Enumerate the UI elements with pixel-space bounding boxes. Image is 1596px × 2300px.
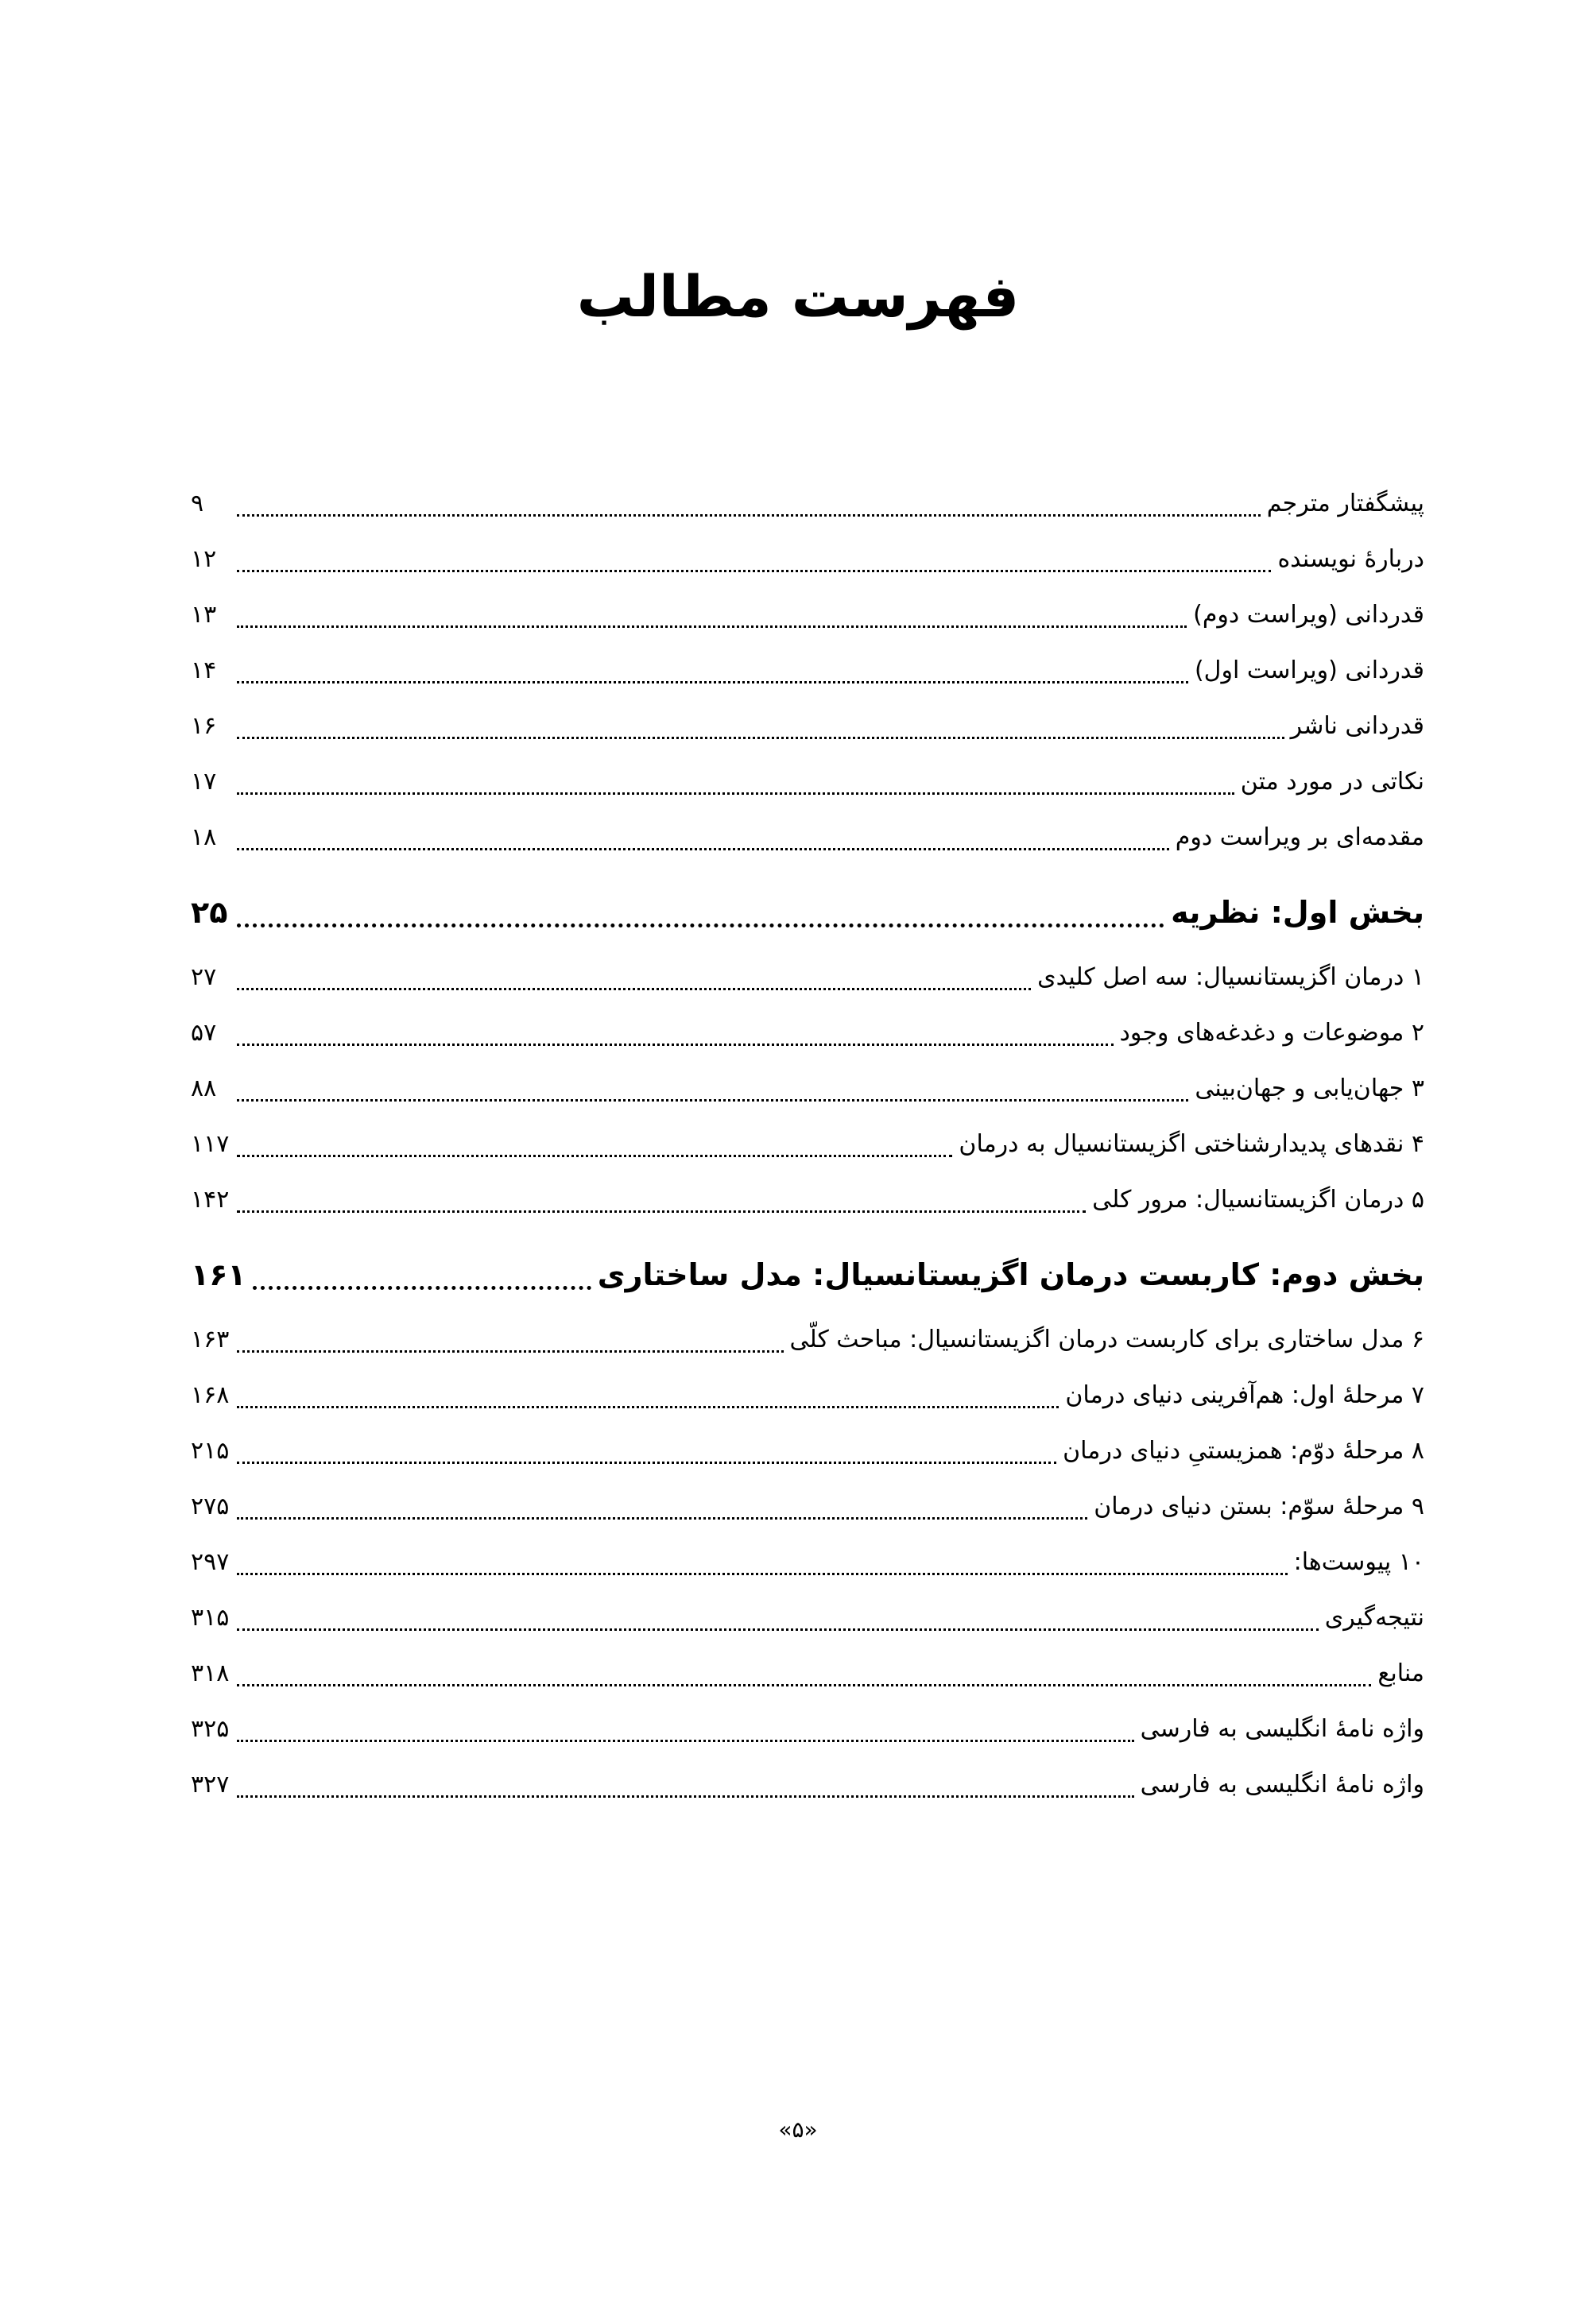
toc-entry-page: ۱۶ [191, 712, 217, 740]
toc-entry-page: ۲۹۷ [191, 1548, 230, 1576]
toc-entry-page: ۸۸ [191, 1074, 217, 1102]
toc-entry-title: پیشگفتار مترجم [1266, 490, 1424, 517]
toc-entry-chapter-5[interactable] [191, 1175, 1424, 1226]
dot-leader [237, 1099, 1188, 1102]
toc-entry-page: ۳۱۸ [191, 1659, 230, 1687]
toc-section-title: بخش اول: نظریه [1171, 895, 1424, 930]
toc-entry-page: ۳۱۵ [191, 1604, 230, 1632]
dot-leader [237, 1684, 1371, 1686]
toc-entry-title: ۸ مرحلۀ دوّم: همزیستیِ دنیای درمان [1063, 1437, 1424, 1465]
toc-entry-page: ۲۷ [191, 963, 217, 991]
dot-leader [237, 1462, 1056, 1464]
toc-entry-page: ۱۶۳ [191, 1326, 230, 1353]
toc-entry-title: قدردانی (ویراست اول) [1194, 656, 1424, 684]
toc-entry-title: منابع [1377, 1659, 1424, 1687]
toc-entry-page: ۱۸ [191, 823, 217, 851]
dot-leader [237, 570, 1271, 572]
dot-leader [237, 1155, 952, 1157]
toc-entry-page: ۳۲۷ [191, 1771, 230, 1799]
toc-entry-chapter-6[interactable] [191, 1315, 1424, 1365]
dot-leader [237, 1628, 1319, 1631]
toc-entry-chapter-10[interactable] [191, 1537, 1424, 1588]
dot-leader [237, 514, 1261, 517]
dot-leader [237, 1740, 1134, 1742]
toc-entry-page: ۱۷ [191, 768, 217, 796]
toc-entry-chapter-4[interactable] [191, 1119, 1424, 1170]
toc-entry-title: قدردانی (ویراست دوم) [1193, 601, 1424, 629]
page-title: فهرست مطالب [576, 263, 1020, 330]
toc-entry-title: قدردانی ناشر [1290, 712, 1424, 740]
dot-leader [237, 923, 1164, 927]
toc-entry-page: ۲۷۵ [191, 1493, 230, 1520]
toc-entry-title: ۲ موضوعات و دغدغه‌های وجود [1119, 1019, 1424, 1047]
toc-entry-chapter-7[interactable] [191, 1370, 1424, 1421]
toc-entry-notes-on-text[interactable] [191, 757, 1424, 807]
toc-entry-title: واژه نامۀ انگلیسی به فارسی [1140, 1771, 1424, 1799]
toc-entry-chapter-8[interactable] [191, 1426, 1424, 1477]
toc-entry-page: ۱۴ [191, 656, 217, 684]
toc-entry-title: مقدمه‌ای بر ویراست دوم [1175, 823, 1424, 851]
dot-leader [237, 988, 1031, 990]
toc-entry-translator-preface[interactable] [191, 478, 1424, 529]
toc-entry-title: ۱ درمان اگزیستانسیال: سه اصل کلیدی [1037, 963, 1424, 991]
toc-entry-second-edition-intro[interactable] [191, 812, 1424, 863]
toc-entry-chapter-3[interactable] [191, 1063, 1424, 1114]
toc-entry-page: ۵۷ [191, 1019, 217, 1047]
toc-entry-page: ۳۲۵ [191, 1715, 230, 1743]
toc-entry-chapter-1[interactable] [191, 952, 1424, 1003]
toc-entry-title: واژه نامۀ انگلیسی به فارسی [1140, 1715, 1424, 1743]
dot-leader [237, 681, 1188, 683]
toc-entry-title: ۴ نقدهای پدیدارشناختی اگزیستانسیال به درمان [959, 1130, 1424, 1158]
toc-entry-title: ۷ مرحلۀ اول: هم‌آفرینی دنیای درمان [1065, 1381, 1424, 1409]
toc-entry-title: ۵ درمان اگزیستانسیال: مرور کلی [1092, 1186, 1424, 1214]
toc-entry-chapter-9[interactable] [191, 1481, 1424, 1532]
toc-entry-conclusion[interactable] [191, 1593, 1424, 1644]
dot-leader [237, 737, 1284, 739]
toc-entry-about-author[interactable] [191, 534, 1424, 585]
toc-entry-title: ۶ مدل ساختاری برای کاربست درمان اگزیستانسیال: مباحث کلّی [789, 1326, 1424, 1353]
toc-entry-references[interactable] [191, 1648, 1424, 1699]
toc-entry-glossary-2[interactable] [191, 1760, 1424, 1810]
toc-entry-page: ۱۳ [191, 601, 217, 629]
toc-entry-chapter-2[interactable] [191, 1008, 1424, 1059]
dot-leader [237, 1044, 1114, 1046]
toc-entry-page: ۲۱۵ [191, 1437, 230, 1465]
dot-leader [237, 1795, 1134, 1798]
dot-leader [237, 1350, 784, 1353]
toc-entry-page: ۱۴۲ [191, 1186, 230, 1214]
toc-entry-page: ۱۱۷ [191, 1130, 230, 1158]
toc-section-part-one[interactable] [191, 884, 1424, 941]
toc-section-page: ۲۵ [191, 895, 228, 930]
toc-entry-page: ۹ [191, 490, 204, 517]
table-of-contents [191, 0, 1424, 2300]
page-number: «۵» [778, 2116, 818, 2143]
toc-entry-acknowledgements-second[interactable] [191, 590, 1424, 641]
toc-section-page: ۱۶۱ [191, 1257, 246, 1292]
toc-entry-title: نکاتی در مورد متن [1240, 768, 1424, 796]
dot-leader [237, 1406, 1059, 1408]
toc-entry-page: ۱۶۸ [191, 1381, 230, 1409]
dot-leader [237, 625, 1187, 628]
toc-entry-title: ۱۰ پیوست‌ها: [1293, 1548, 1424, 1576]
toc-section-title: بخش دوم: کاربست درمان اگزیستانسیال: مدل ساختاری [597, 1257, 1424, 1292]
toc-entry-title: ۹ مرحلۀ سوّم: بستن دنیای درمان [1094, 1493, 1424, 1520]
toc-entry-title: دربارۀ نویسنده [1277, 545, 1424, 573]
toc-entry-page: ۱۲ [191, 545, 217, 573]
toc-entry-publisher-acknowledgements[interactable] [191, 701, 1424, 752]
toc-entry-acknowledgements-first[interactable] [191, 645, 1424, 696]
toc-entry-title: ۳ جهان‌یابی و جهان‌بینی [1195, 1074, 1424, 1102]
toc-entry-title: نتیجه‌گیری [1324, 1604, 1424, 1632]
dot-leader [237, 848, 1169, 850]
dot-leader [237, 792, 1234, 795]
dot-leader [237, 1573, 1288, 1575]
dot-leader [237, 1210, 1086, 1213]
dot-leader [237, 1517, 1087, 1520]
toc-entry-glossary-1[interactable] [191, 1704, 1424, 1755]
toc-section-part-two[interactable] [191, 1246, 1424, 1303]
dot-leader [253, 1286, 591, 1290]
